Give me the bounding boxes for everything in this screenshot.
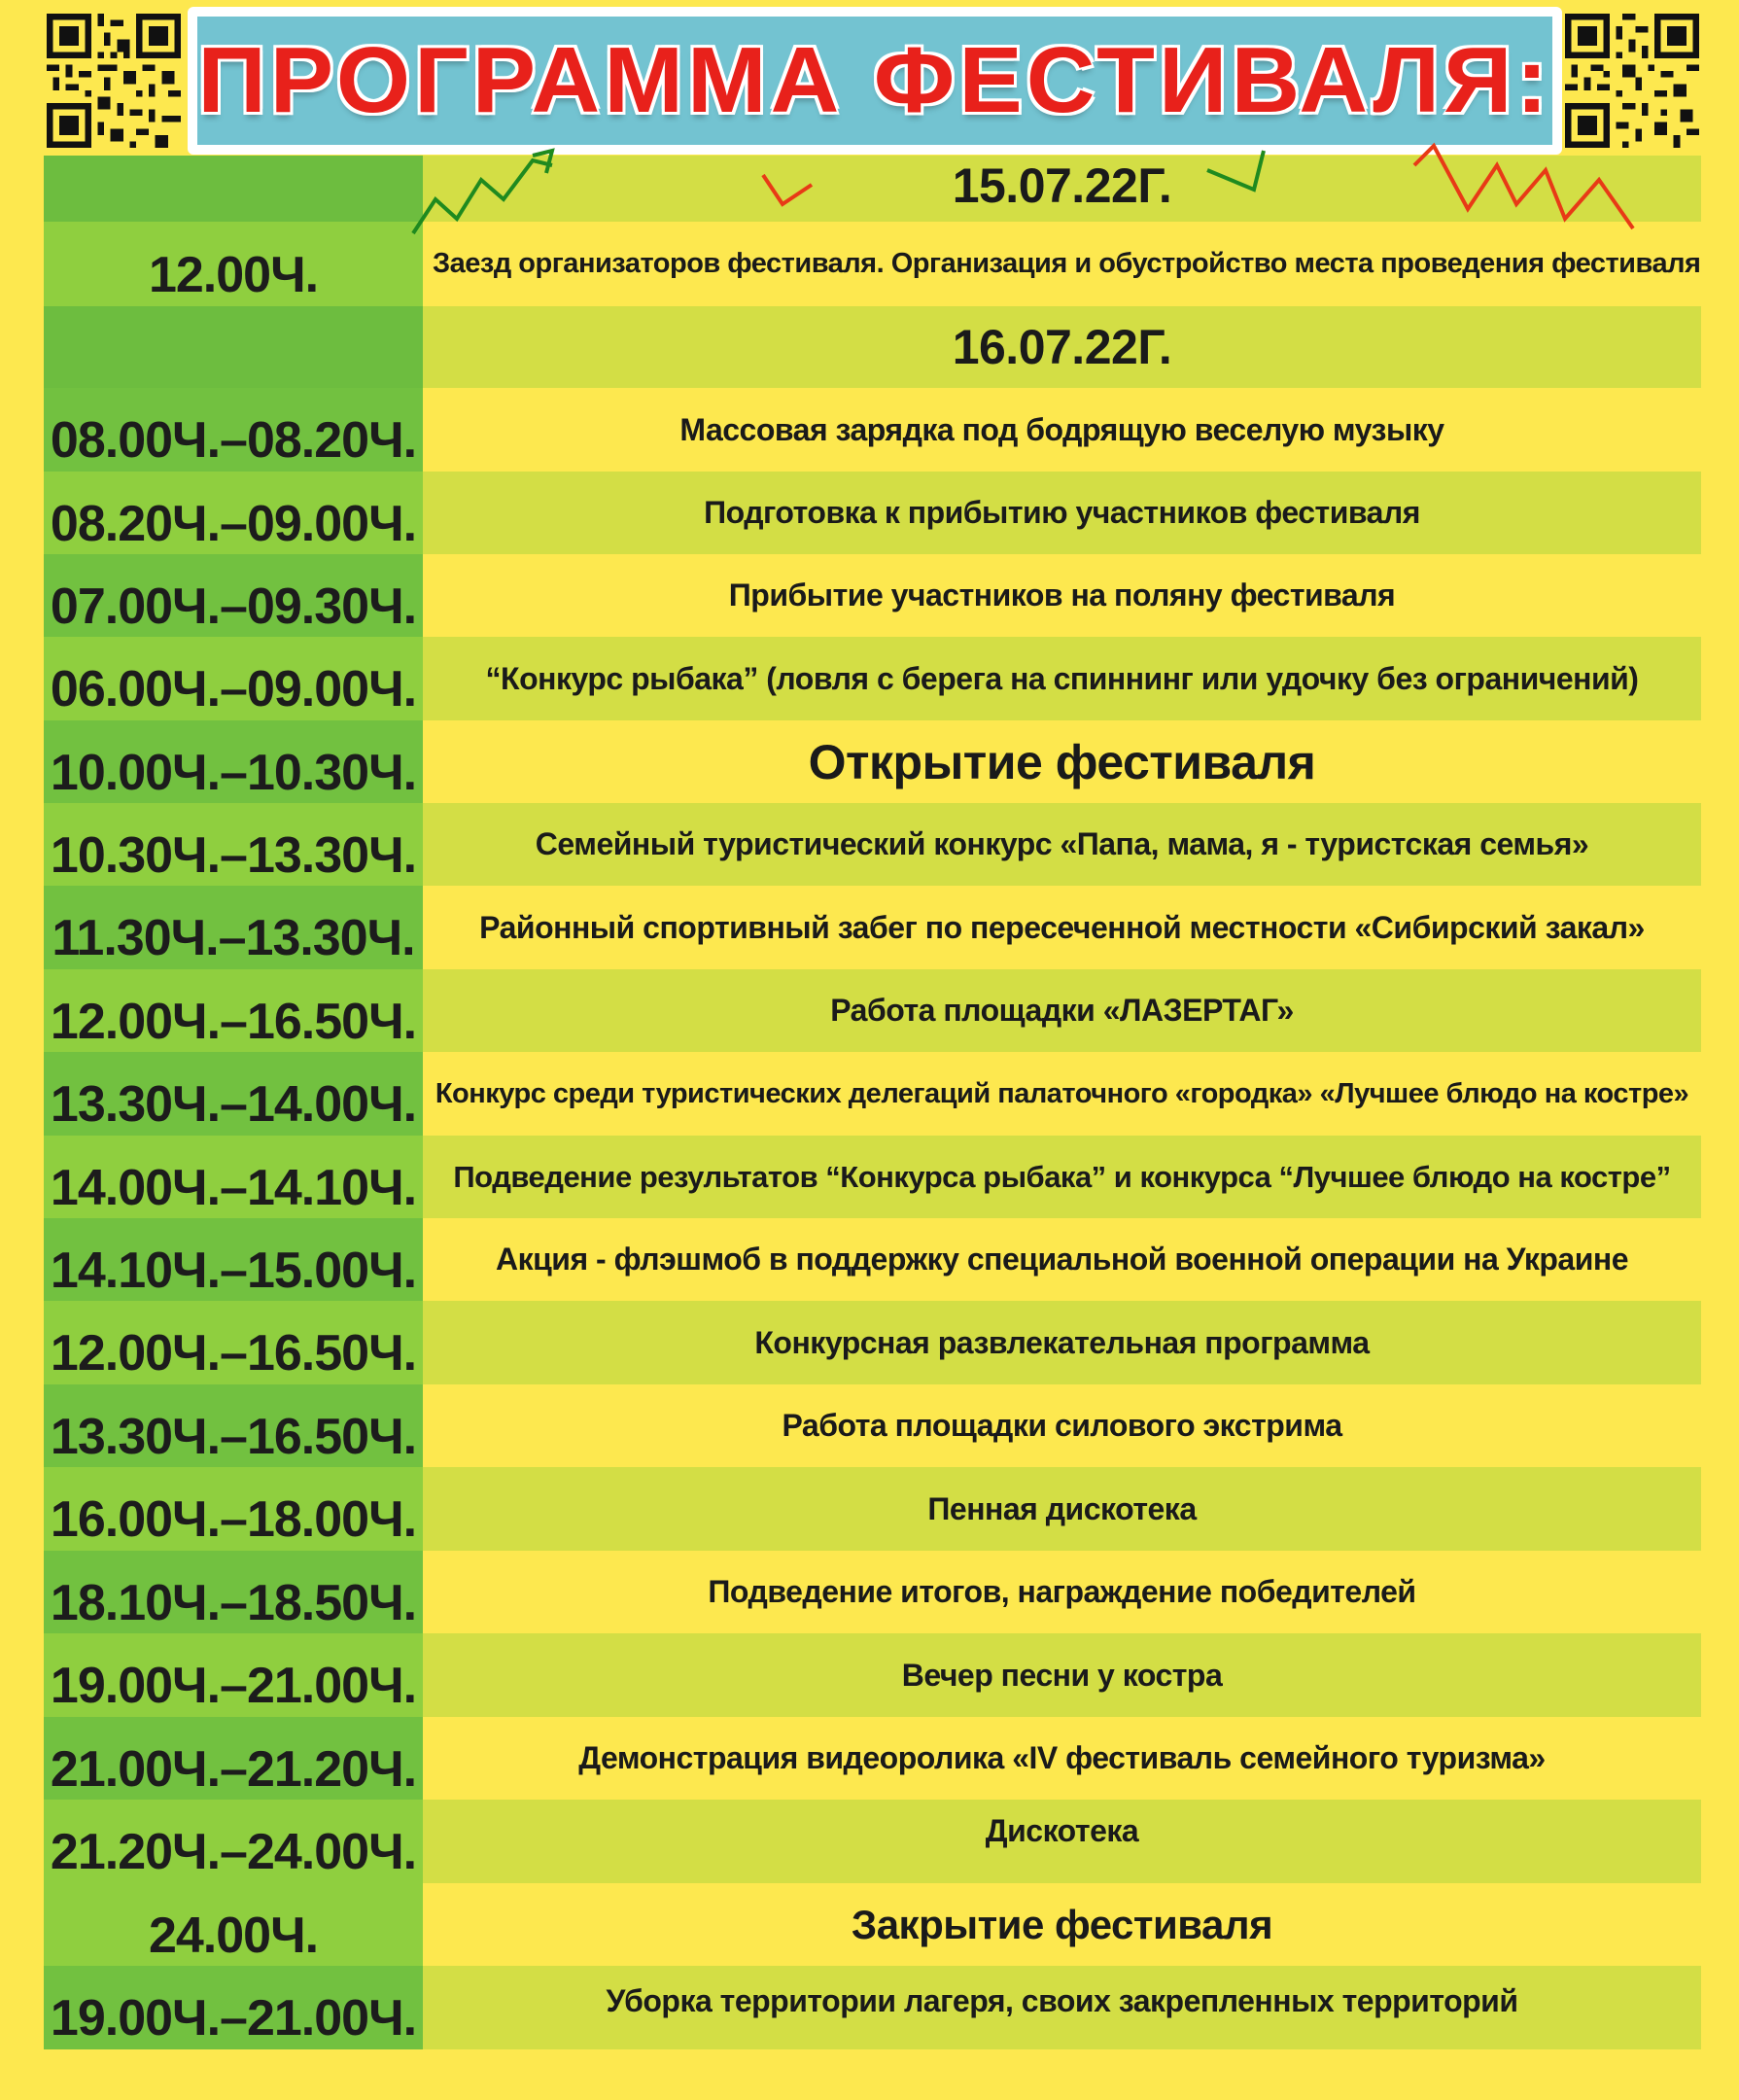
time-cell: 12.00Ч.–16.50Ч. bbox=[44, 969, 423, 1052]
schedule-row bbox=[44, 969, 1701, 1052]
event-cell: Дискотека bbox=[423, 1800, 1701, 1883]
event-cell: Массовая зарядка под бодрящую веселую музыку bbox=[423, 388, 1701, 472]
event-cell: Заезд организаторов фестиваля. Организация и обустройство места проведения фестиваля bbox=[423, 222, 1710, 306]
title-banner bbox=[188, 7, 1562, 155]
time-cell: 13.30Ч.–14.00Ч. bbox=[44, 1052, 423, 1136]
event-cell: Уборка территории лагеря, своих закрепленных территорий bbox=[423, 1966, 1701, 2049]
page-title: ПРОГРАММА ФЕСТИВАЛЯ: bbox=[197, 28, 1552, 132]
schedule-row bbox=[44, 554, 1701, 637]
event-cell: Открытие фестиваля bbox=[423, 720, 1701, 803]
schedule-table bbox=[44, 156, 1701, 2049]
event-cell: Вечер песни у костра bbox=[423, 1633, 1701, 1717]
schedule-row bbox=[44, 1218, 1701, 1301]
event-cell: Семейный туристический конкурс «Папа, мама, я - туристская семья» bbox=[423, 803, 1701, 886]
event-cell: Подведение результатов “Конкурса рыбака” и конкурса “Лучшее блюдо на костре” bbox=[423, 1136, 1701, 1218]
event-cell: Работа площадки «ЛАЗЕРТАГ» bbox=[423, 969, 1701, 1052]
event-cell: Прибытие участников на поляну фестиваля bbox=[423, 554, 1701, 637]
schedule-row bbox=[44, 1633, 1701, 1717]
schedule-row bbox=[44, 886, 1701, 969]
schedule-row bbox=[44, 1551, 1701, 1633]
time-cell: 12.00Ч.–16.50Ч. bbox=[44, 1301, 423, 1384]
event-cell: Районный спортивный забег по пересеченной местности «Сибирский закал» bbox=[423, 886, 1701, 969]
time-cell: 12.00Ч. bbox=[44, 222, 423, 306]
date-heading: 15.07.22Г. bbox=[423, 156, 1701, 222]
event-cell: Конкурсная развлекательная программа bbox=[423, 1301, 1701, 1384]
schedule-row bbox=[44, 1301, 1701, 1384]
time-cell: 14.10Ч.–15.00Ч. bbox=[44, 1218, 423, 1301]
schedule-row bbox=[44, 1052, 1701, 1136]
event-cell: “Конкурс рыбака” (ловля с берега на спиннинг или удочку без ограничений) bbox=[423, 637, 1701, 720]
time-cell: 10.00Ч.–10.30Ч. bbox=[44, 720, 423, 803]
event-cell: Пенная дискотека bbox=[423, 1467, 1701, 1551]
time-cell: 19.00Ч.–21.00Ч. bbox=[44, 1633, 423, 1717]
time-cell: 08.20Ч.–09.00Ч. bbox=[44, 472, 423, 554]
time-cell: 21.00Ч.–21.20Ч. bbox=[44, 1717, 423, 1800]
time-cell bbox=[44, 306, 423, 388]
schedule-row bbox=[44, 1800, 1701, 1883]
title-background bbox=[197, 17, 1552, 145]
event-cell: Подведение итогов, награждение победителей bbox=[423, 1551, 1701, 1633]
schedule-row bbox=[44, 388, 1701, 472]
time-cell: 14.00Ч.–14.10Ч. bbox=[44, 1136, 423, 1218]
schedule-row bbox=[44, 1467, 1701, 1551]
date-heading: 16.07.22Г. bbox=[423, 306, 1701, 388]
time-cell: 07.00Ч.–09.30Ч. bbox=[44, 554, 423, 637]
time-cell bbox=[44, 156, 423, 222]
time-cell: 06.00Ч.–09.00Ч. bbox=[44, 637, 423, 720]
qr-code-icon bbox=[47, 14, 181, 148]
schedule-row bbox=[44, 1966, 1701, 2049]
time-cell: 21.20Ч.–24.00Ч. bbox=[44, 1800, 423, 1883]
time-cell: 13.30Ч.–16.50Ч. bbox=[44, 1384, 423, 1467]
event-cell: Закрытие фестиваля bbox=[423, 1883, 1701, 1966]
schedule-row-date bbox=[44, 306, 1701, 388]
schedule-row bbox=[44, 803, 1701, 886]
schedule-row bbox=[44, 472, 1701, 554]
schedule-row bbox=[44, 222, 1701, 306]
schedule-row bbox=[44, 720, 1701, 803]
schedule-row bbox=[44, 1717, 1701, 1800]
time-cell: 18.10Ч.–18.50Ч. bbox=[44, 1551, 423, 1633]
schedule-row bbox=[44, 1136, 1701, 1218]
qr-code-icon bbox=[1565, 14, 1699, 148]
schedule-row-date bbox=[44, 156, 1701, 222]
schedule-row bbox=[44, 1883, 1701, 1966]
event-cell: Подготовка к прибытию участников фестиваля bbox=[423, 472, 1701, 554]
schedule-row bbox=[44, 637, 1701, 720]
event-cell: Конкурс среди туристических делегаций палаточного «городка» «Лучшее блюдо на костре» bbox=[423, 1052, 1701, 1136]
time-cell: 11.30Ч.–13.30Ч. bbox=[44, 886, 423, 969]
event-cell: Акция - флэшмоб в поддержку специальной военной операции на Украине bbox=[423, 1218, 1701, 1301]
time-cell: 08.00Ч.–08.20Ч. bbox=[44, 388, 423, 472]
time-cell: 19.00Ч.–21.00Ч. bbox=[44, 1966, 423, 2049]
schedule-row bbox=[44, 1384, 1701, 1467]
event-cell: Работа площадки силового экстрима bbox=[423, 1384, 1701, 1467]
time-cell: 24.00Ч. bbox=[44, 1883, 423, 1966]
time-cell: 10.30Ч.–13.30Ч. bbox=[44, 803, 423, 886]
event-cell: Демонстрация видеоролика «IV фестиваль семейного туризма» bbox=[423, 1717, 1701, 1800]
time-cell: 16.00Ч.–18.00Ч. bbox=[44, 1467, 423, 1551]
